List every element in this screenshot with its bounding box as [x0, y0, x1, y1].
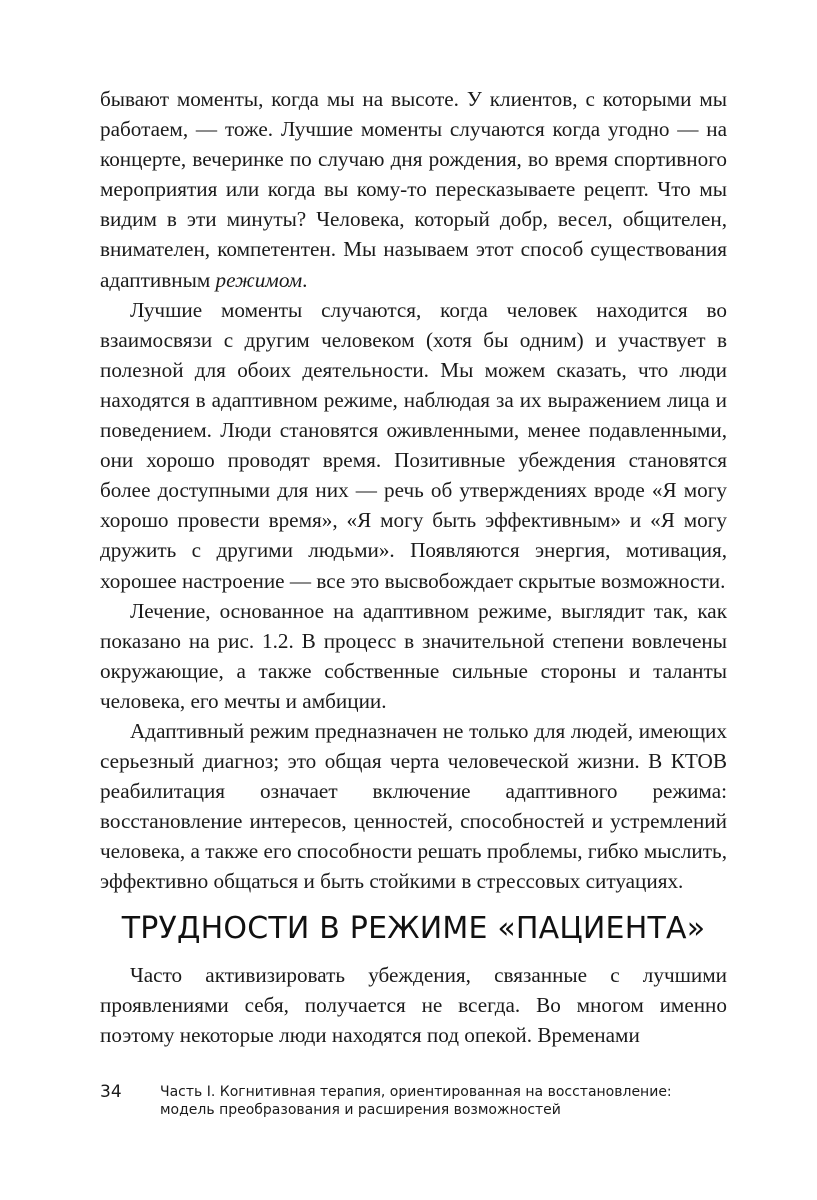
paragraph-1-text: бывают моменты, когда мы на высоте. У клиентов, с которыми мы работаем, — тоже. Лучшие моменты случаются когда угодно — на концерте, вечеринке по случаю дня рождения, во время спортивного мероприятия или когда вы кому-то пересказываете рецепт. Что мы видим в эти минуты? Человека, который добр, весел, общителен, внимателен, компетентен. Мы называем этот способ существования адаптивным — [100, 87, 727, 292]
paragraph-5: Часто активизировать убеждения, связанные с лучшими проявлениями себя, получается не всегда. Во многом именно поэтому некоторые люди находятся под опекой. Временами — [100, 963, 727, 1048]
running-title-line-2: модель преобразования и расширения возможностей — [160, 1102, 561, 1118]
body-text-bottom — [100, 960, 727, 1050]
body-text-top — [100, 84, 727, 897]
section-heading: ТРУДНОСТИ В РЕЖИМЕ «ПАЦИЕНТА» — [121, 911, 706, 946]
paragraph-1-emphasis: режимом — [215, 267, 303, 292]
page-number: 34 — [100, 1082, 122, 1102]
paragraph-1 — [100, 84, 727, 295]
running-title — [160, 1083, 720, 1119]
paragraph-3: Лечение, основанное на адаптивном режиме, выглядит так, как показано на рис. 1.2. В процесс в значительной степени вовлечены окружающие, а также собственные сильные стороны и таланты человека, его мечты и амбиции. — [100, 598, 727, 713]
paragraph-4: Адаптивный режим предназначен не только для людей, имеющих серьезный диагноз; это общая черта человеческой жизни. В КТОВ реабилитация означает включение адаптивного режима: восстановление интересов, ценностей, способностей и устремлений человека, а также его способности решать проблемы, гибко мыслить, эффективно общаться и быть стойкими в стрессовых ситуациях. — [100, 718, 727, 894]
paragraph-2: Лучшие моменты случаются, когда человек находится во взаимосвязи с другим человеком (хотя бы одним) и участвует в полезной для обоих деятельности. Мы можем сказать, что люди находятся в адаптивном режиме, наблюдая за их выражением лица и поведением. Люди становятся оживленными, менее подавленными, они хорошо проводят время. Позитивные убеждения становятся более доступными для них — речь об утверждениях вроде «Я могу хорошо провести время», «Я могу быть эффективным» и «Я могу дружить с другими людьми». Появляются энергия, мотивация, хорошее настроение — все это высвобождает скрытые возможности. — [100, 297, 727, 593]
running-title-line-1: Часть I. Когнитивная терапия, ориентированная на восстановление: — [160, 1084, 672, 1100]
paragraph-1-end: . — [302, 267, 308, 292]
